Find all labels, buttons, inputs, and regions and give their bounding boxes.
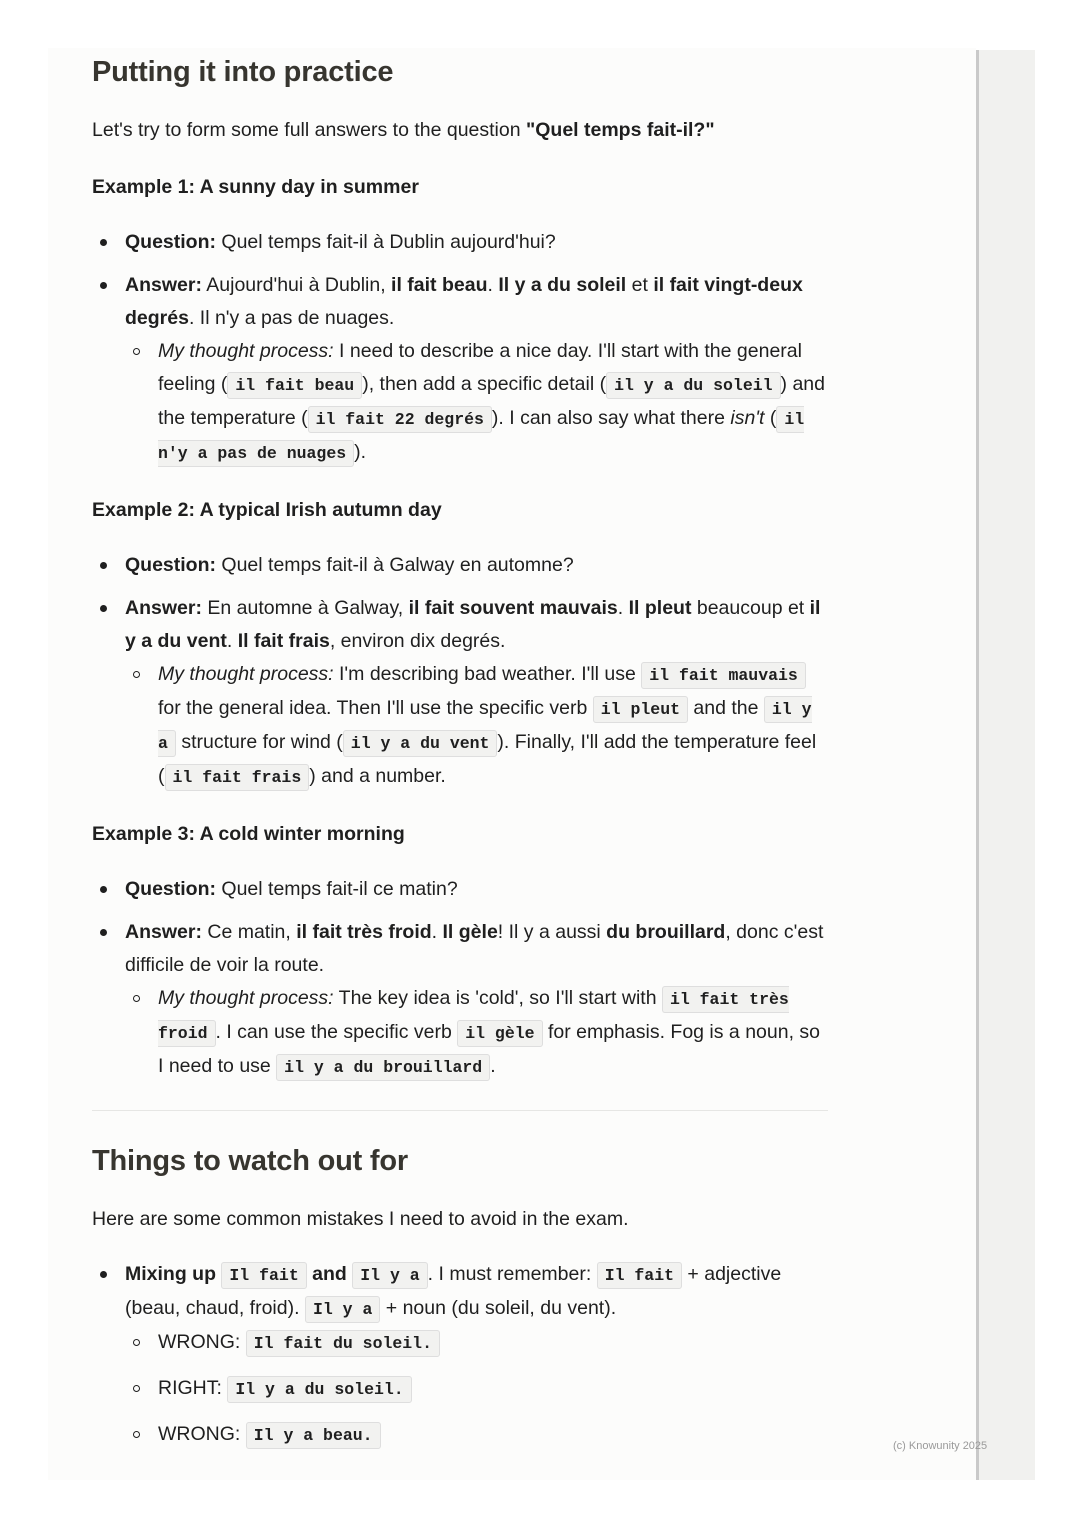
answer-text: et xyxy=(626,274,654,296)
section-title-watch-out: Things to watch out for xyxy=(92,1145,408,1177)
inline-code: il fait très froid xyxy=(158,986,789,1047)
inline-code: il n'y a pas de nuages xyxy=(158,406,804,467)
mistake-text: + adjective (beau, chaud, froid). xyxy=(125,1263,782,1319)
example-3-list xyxy=(92,873,830,1084)
inline-code: Il fait xyxy=(597,1262,682,1289)
thought-label: My thought process: xyxy=(158,340,334,362)
section-title-practice: Putting it into practice xyxy=(92,56,394,88)
mistake-label: and xyxy=(306,1263,353,1285)
inline-code: Il y a beau. xyxy=(246,1422,381,1449)
question-text: Quel temps fait-il ce matin? xyxy=(216,878,458,900)
answer-text: . xyxy=(617,597,629,619)
question-text: Quel temps fait-il à Dublin aujourd'hui? xyxy=(216,231,556,253)
thought-text: ). I can also say what there xyxy=(491,407,731,429)
answer-text: Ce matin, xyxy=(201,921,297,943)
example-2-question xyxy=(92,549,830,582)
answer-text: , environ dix degrés. xyxy=(329,630,506,652)
inline-code: Il fait du soleil. xyxy=(246,1330,440,1357)
question-label: Question: xyxy=(125,231,216,253)
inline-code: il fait frais xyxy=(165,764,310,791)
answer-bold: il fait vingt-deux degrés xyxy=(125,274,803,329)
answer-text: . xyxy=(226,630,238,652)
thought-text: I'm describing bad weather. I'll use xyxy=(333,663,642,685)
mistake-text: . I must remember: xyxy=(427,1263,597,1285)
thought-text: I need to describe a nice day. I'll start with the general feeling ( xyxy=(158,340,802,395)
answer-text: En automne à Galway, xyxy=(201,597,409,619)
answer-text: ! Il y a aussi xyxy=(497,921,607,943)
thought-label: My thought process: xyxy=(158,987,334,1009)
inline-code: il fait 22 degrés xyxy=(308,406,492,433)
thought-text: ). xyxy=(354,441,367,463)
answer-bold: il y a du vent xyxy=(125,597,821,652)
inline-code: Il y a xyxy=(352,1262,427,1289)
example-3-question xyxy=(92,873,830,906)
mistake-label: Mixing up xyxy=(125,1263,222,1285)
answer-label: Answer: xyxy=(125,921,202,943)
example-2-list xyxy=(92,549,830,794)
inline-code: il y a du brouillard xyxy=(276,1054,490,1081)
inline-code: il pleut xyxy=(593,696,688,723)
inline-code: il y a du soleil xyxy=(606,372,780,399)
example-1-heading: Example 1: A sunny day in summer xyxy=(92,176,419,198)
thought-text: and the xyxy=(688,697,764,719)
document-content xyxy=(92,52,830,1464)
answer-text: . xyxy=(431,921,443,943)
example-3-heading: Example 3: A cold winter morning xyxy=(92,823,405,845)
mistake-example-wrong-1 xyxy=(125,1326,830,1360)
thought-text: for the general idea. Then I'll use the specific verb xyxy=(158,697,593,719)
example-1-thought-list xyxy=(125,335,830,470)
example-2-heading: Example 2: A typical Irish autumn day xyxy=(92,499,442,521)
mistakes-list xyxy=(92,1258,830,1452)
thought-text: The key idea is 'cold', so I'll start with xyxy=(333,987,662,1009)
example-2-thought-list xyxy=(125,658,830,794)
example-label: WRONG: xyxy=(158,1331,246,1353)
inline-code: il gèle xyxy=(457,1020,542,1047)
intro-text: Let's try to form some full answers to the question xyxy=(92,119,526,141)
inline-code: il fait mauvais xyxy=(641,662,806,689)
example-1-question xyxy=(92,226,830,259)
thought-text: for emphasis. Fog is a noun, so I need to use xyxy=(158,1021,821,1077)
example-1-answer xyxy=(92,269,830,470)
thought-text: ), then add a specific detail ( xyxy=(362,373,607,395)
example-1-thought xyxy=(125,335,830,470)
example-label: WRONG: xyxy=(158,1423,246,1445)
thought-text: ) and the temperature ( xyxy=(158,373,825,429)
inline-code: Il y a du soleil. xyxy=(227,1376,411,1403)
mistake-text: + noun (du soleil, du vent). xyxy=(380,1297,617,1319)
inline-code: il y a du vent xyxy=(343,730,498,757)
inline-code: il fait beau xyxy=(227,372,362,399)
answer-label: Answer: xyxy=(125,597,202,619)
inline-code: Il fait xyxy=(221,1262,306,1289)
inline-code: Il y a xyxy=(305,1296,380,1323)
answer-bold: du brouillard xyxy=(606,921,726,943)
question-label: Question: xyxy=(125,554,216,576)
intro-paragraph xyxy=(92,114,830,147)
mistake-example-right xyxy=(125,1372,830,1406)
answer-bold: il fait très froid xyxy=(296,921,432,943)
copyright-footer: (c) Knowunity 2025 xyxy=(893,1440,988,1452)
answer-text: Aujourd'hui à Dublin, xyxy=(201,274,392,296)
thought-text: ( xyxy=(764,407,777,429)
answer-text: , donc c'est difficile de voir la route. xyxy=(125,921,824,976)
example-3-answer xyxy=(92,916,830,1084)
section-divider xyxy=(92,1110,828,1111)
answer-bold: Il fait frais xyxy=(237,630,330,652)
example-2-answer xyxy=(92,592,830,794)
example-3-thought-list xyxy=(125,982,830,1084)
watch-out-intro: Here are some common mistakes I need to avoid in the exam. xyxy=(92,1208,629,1230)
intro-question: "Quel temps fait-il?" xyxy=(526,119,715,141)
example-1-list xyxy=(92,226,830,470)
answer-bold: il fait beau xyxy=(391,274,488,296)
thought-label: My thought process: xyxy=(158,663,334,685)
answer-bold: Il pleut xyxy=(628,597,692,619)
question-label: Question: xyxy=(125,878,216,900)
thought-emphasis: isn't xyxy=(730,407,765,429)
example-2-thought xyxy=(125,658,830,794)
answer-bold: Il gèle xyxy=(442,921,498,943)
answer-label: Answer: xyxy=(125,274,202,296)
answer-bold: Il y a du soleil xyxy=(498,274,627,296)
answer-bold: il fait souvent mauvais xyxy=(408,597,618,619)
thought-text: . xyxy=(490,1055,496,1077)
question-text: Quel temps fait-il à Galway en automne? xyxy=(216,554,574,576)
answer-text: . xyxy=(487,274,499,296)
thought-text: structure for wind ( xyxy=(175,731,343,753)
inline-code: il y a xyxy=(158,696,812,757)
right-margin-panel xyxy=(976,50,1035,1480)
answer-text: beaucoup et xyxy=(691,597,810,619)
thought-text: ) and a number. xyxy=(309,765,446,787)
example-3-thought xyxy=(125,982,830,1084)
mistake-item xyxy=(92,1258,830,1452)
mistake-examples xyxy=(125,1326,830,1452)
mistake-example-wrong-2 xyxy=(125,1418,830,1452)
thought-text: ). Finally, I'll add the temperature feel ( xyxy=(158,731,817,787)
answer-text: . Il n'y a pas de nuages. xyxy=(188,307,395,329)
thought-text: . I can use the specific verb xyxy=(215,1021,458,1043)
example-label: RIGHT: xyxy=(158,1377,228,1399)
